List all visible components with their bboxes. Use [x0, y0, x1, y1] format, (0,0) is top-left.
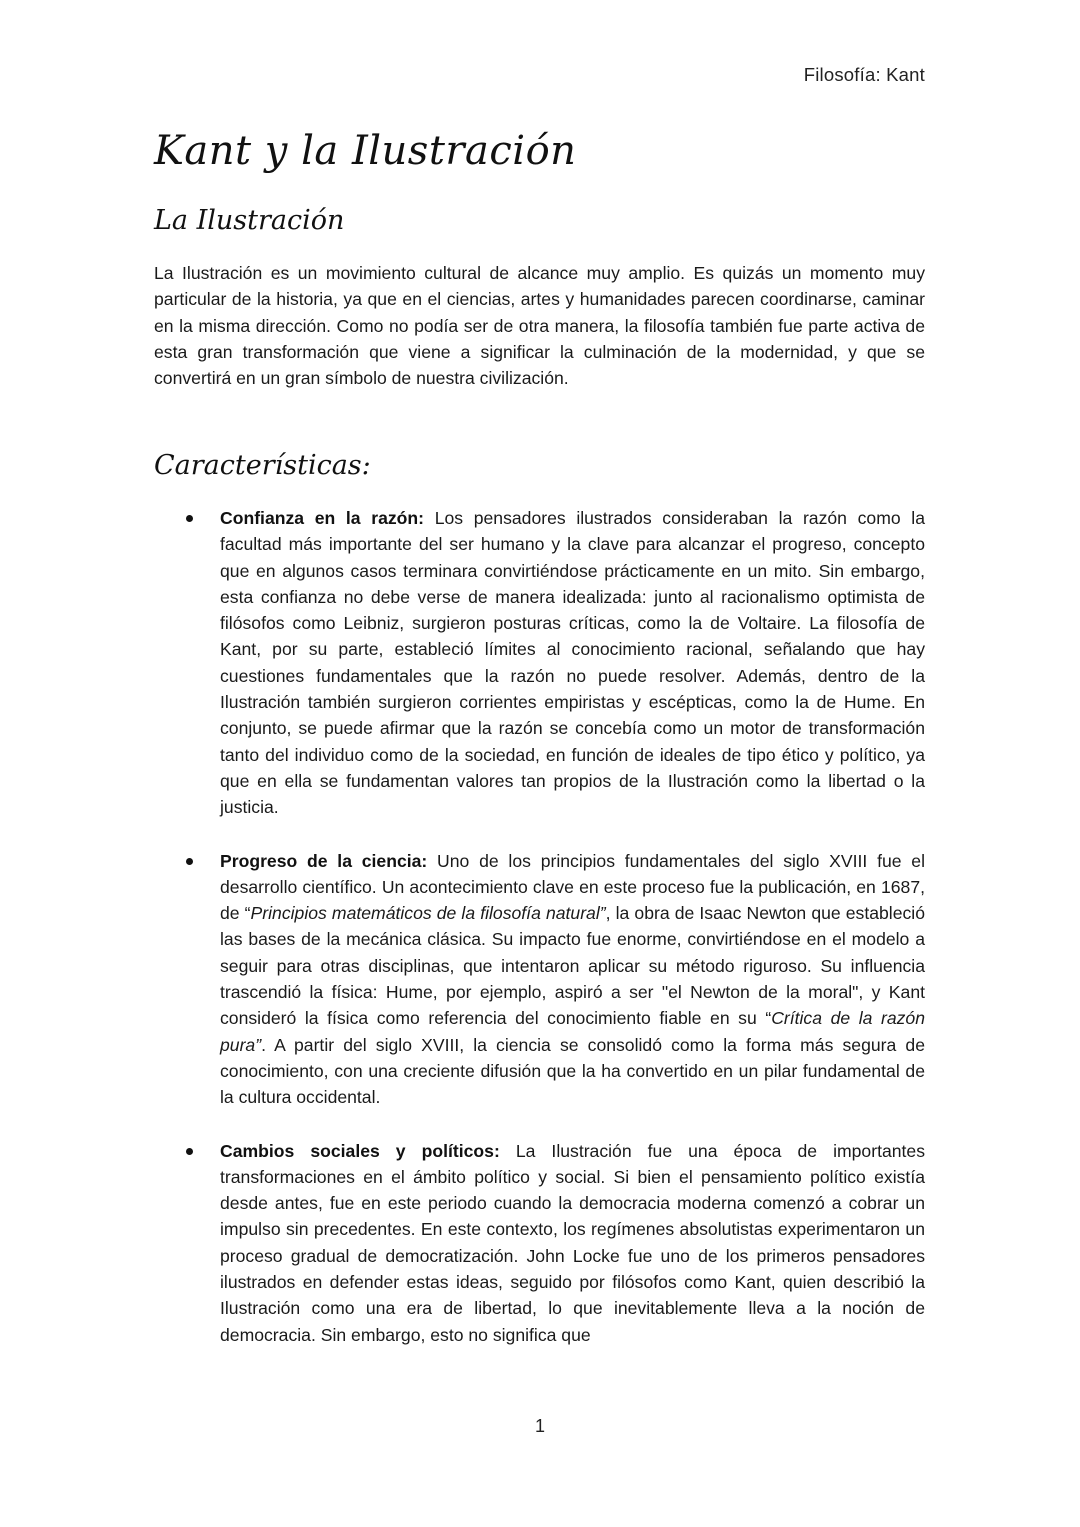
item-term: Confianza en la razón: — [220, 508, 425, 528]
list-item-cambios-sociales — [154, 1138, 925, 1348]
book-title-critica: Crítica de la razón pura” — [220, 1008, 925, 1055]
document-title: Kant y la Ilustración — [154, 128, 577, 174]
item-term: Progreso de la ciencia: — [220, 850, 428, 871]
characteristics-list — [154, 505, 925, 1375]
list-item-progreso-ciencia — [154, 848, 925, 1111]
bullet-icon — [186, 858, 193, 865]
page-header-subject: Filosofía: Kant — [803, 64, 925, 85]
item-text: Los pensadores ilustrados consideraban la razón como la facultad más importante del ser humano y la clave para alcanzar el progreso, concepto que en algunos casos terminara convirtiéndose prácticamente en un mito. Sin embargo, esta confianza no debe verse de manera idealizada: junto al racionalismo optimista de filósofos como Leibniz, surgieron posturas críticas, como la de Voltaire. La filosofía de Kant, por su parte, estableció límites al conocimiento racional, señalando que hay cuestiones fundamentales que la razón no puede resolver. Además, dentro de la Ilustración también surgieron corrientes empiristas y escépticas, como la de Hume. En conjunto, se puede afirmar que la razón se concebía como un motor de transformación tanto del individuo como de la sociedad, en función de ideales de tipo ético y político, ya que en ella se fundamentan valores tan propios de la Ilustración como la libertad o la justicia. — [220, 508, 925, 818]
intro-paragraph: La Ilustración es un movimiento cultural de alcance muy amplio. Es quizás un momento muy particular de la historia, ya que en el ciencias, artes y humanidades parecen coordinarse, caminar en la misma dirección. Como no podía ser de otra manera, la filosofía también fue parte activa de esta gran transformación que viene a significar la culminación de la modernidad, y que se convertirá en un gran símbolo de nuestra civilización. — [154, 263, 925, 389]
item-term: Cambios sociales y políticos: — [220, 1140, 500, 1161]
page-number: 1 — [534, 1416, 545, 1436]
item-text: . A partir del siglo XVIII, la ciencia se consolidó como la forma más segura de conocimiento, con una creciente difusión que la ha convertido en un pilar fundamental de la cultura occidental. — [220, 1034, 925, 1108]
list-item-confianza-razon — [154, 505, 925, 821]
bullet-icon — [186, 515, 193, 522]
item-text: Uno de los principios fundamentales del siglo XVIII fue el desarrollo científico. Un acontecimiento clave en este proceso fue la publicación, en 1687, de “ — [220, 850, 925, 924]
bullet-icon — [186, 1148, 193, 1155]
section-heading-ilustracion: La Ilustración — [154, 205, 345, 236]
item-text: , la obra de Isaac Newton que estableció las bases de la mecánica clásica. Su impacto fue enorme, convirtiéndose en el modelo a seguir para otras disciplinas, que intentaron aplicar su método riguroso. Su influencia trascendió la física: Hume, por ejemplo, aspiró a ser "el Newton de la moral", y Kant consideró la física como referencia del conocimiento fiable en su “ — [220, 903, 925, 1029]
section-heading-caracteristicas: Características: — [154, 450, 371, 481]
book-title-principia: Principios matemáticos de la filosofía natural” — [250, 903, 606, 924]
item-text: La Ilustración fue una época de importantes transformaciones en el ámbito político y social. Si bien el pensamiento político existía desde antes, fue en este periodo cuando la democracia moderna comenzó a cobrar un impulso sin precedentes. En este contexto, los regímenes absolutistas experimentaron un proceso gradual de democratización. John Locke fue uno de los primeros pensadores ilustrados en defender estas ideas, seguido por filósofos como Kant, quien describió la Ilustración como una era de libertad, lo que inevitablemente lleva a la noción de democracia. Sin embargo, esto no significa que — [220, 1140, 925, 1345]
